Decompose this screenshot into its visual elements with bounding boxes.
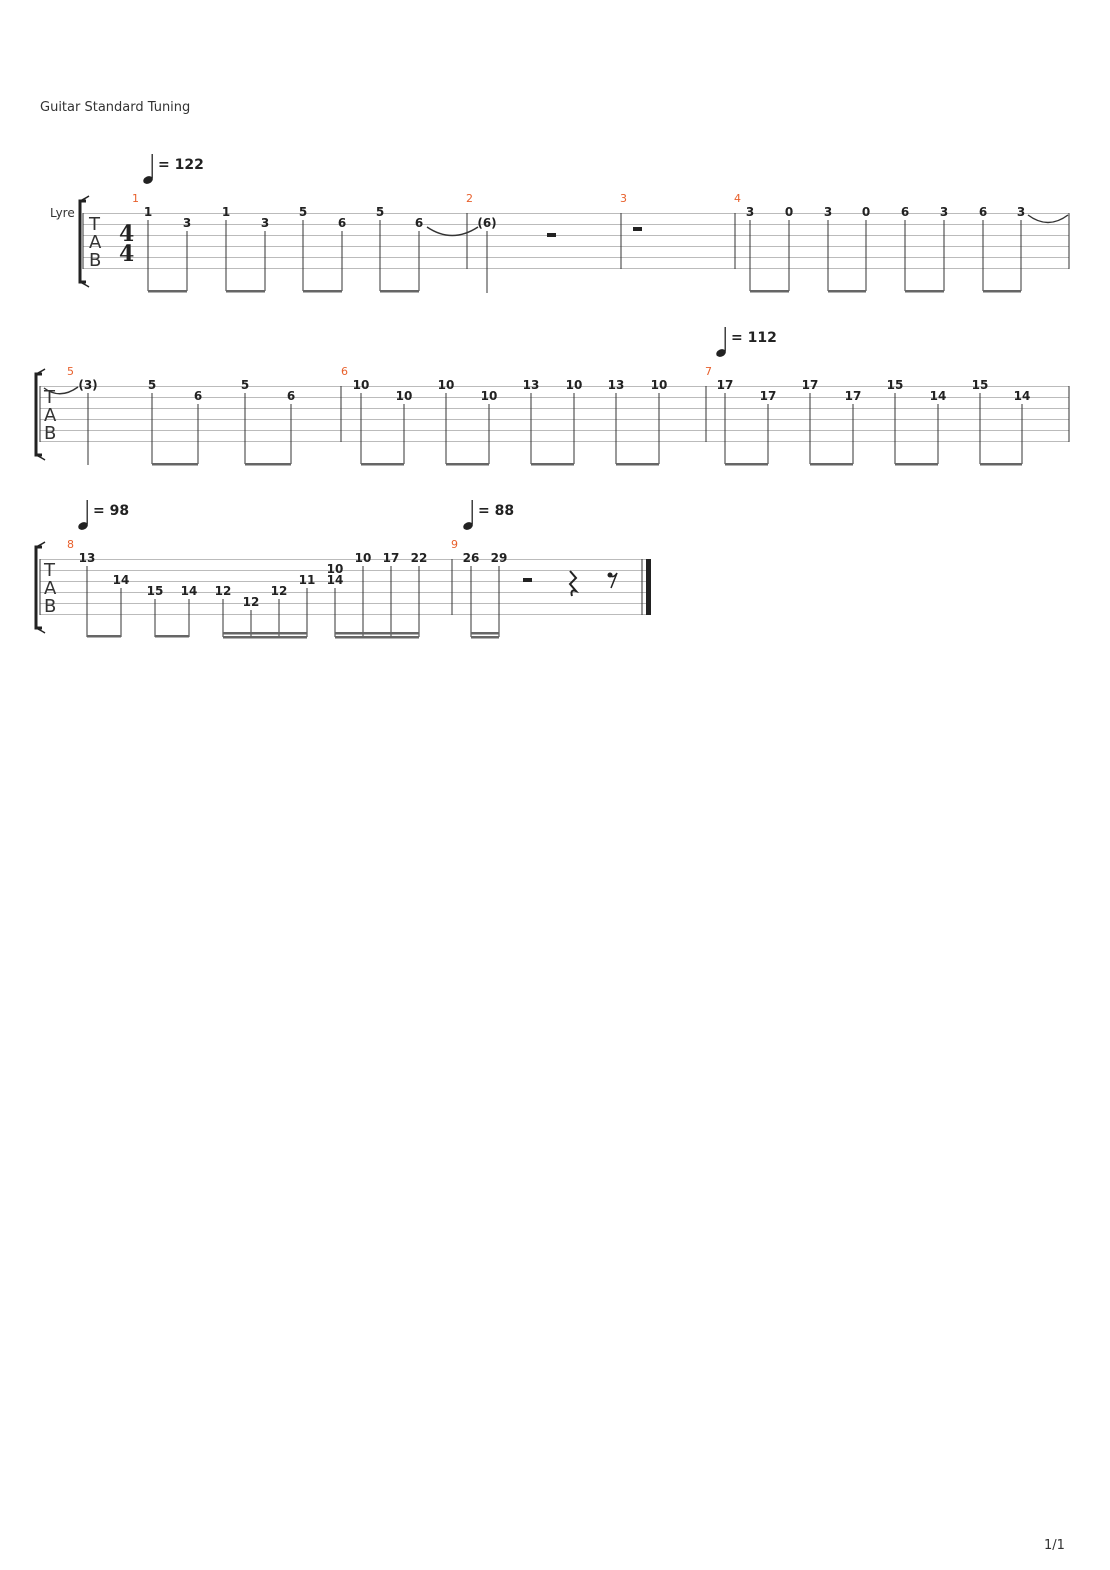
- fret-number: 0: [784, 205, 794, 219]
- fret-number: 6: [978, 205, 988, 219]
- measure-1: [144, 205, 423, 230]
- tab-letter-a: A: [44, 405, 57, 426]
- tab-letter-t: T: [44, 387, 55, 408]
- fret-number: 6: [193, 389, 203, 403]
- fret-number: 3: [823, 205, 833, 219]
- quarter-note-icon: [77, 500, 89, 531]
- tab-letter-a: A: [44, 578, 57, 599]
- note-stems: [725, 393, 1022, 464]
- fret-number: 0: [861, 205, 871, 219]
- fret-number: 14: [929, 389, 947, 403]
- fret-number: 3: [745, 205, 755, 219]
- measure-9: [463, 551, 508, 565]
- fret-number: 10: [395, 389, 413, 403]
- fret-number: 1: [143, 205, 153, 219]
- measure-number: 6: [341, 365, 348, 378]
- tab-letter-b: B: [44, 423, 57, 444]
- note-stems: [471, 566, 499, 637]
- fret-number: 6: [337, 216, 347, 230]
- fret-number: 6: [286, 389, 296, 403]
- fret-number: 15: [146, 584, 164, 598]
- page-number: 1/1: [1044, 1538, 1065, 1553]
- measure-number: 3: [620, 192, 627, 205]
- fret-number: 10: [354, 551, 372, 565]
- fret-number: 14: [180, 584, 198, 598]
- fret-number: 3: [1016, 205, 1026, 219]
- half-rest: [633, 227, 642, 231]
- beams: [361, 463, 659, 466]
- measure-number: 1: [132, 192, 139, 205]
- measure-5: [78, 378, 295, 403]
- note-stems: [750, 220, 1021, 291]
- eighth-rest: [608, 573, 618, 589]
- fret-number: 10: [437, 378, 455, 392]
- quarter-note-icon: [715, 327, 727, 358]
- measure-7: [717, 378, 1031, 403]
- half-rest: [547, 233, 556, 237]
- fret-number: 10: [565, 378, 583, 392]
- system-bracket: [80, 196, 89, 287]
- fret-number: 17: [716, 378, 734, 392]
- fret-number: 10: [480, 389, 498, 403]
- fret-number: 5: [298, 205, 308, 219]
- fret-number: 22: [410, 551, 428, 565]
- system-1: [50, 154, 1069, 293]
- time-sig-numerator: 4: [119, 221, 135, 247]
- beams: [148, 290, 419, 293]
- measure-6: [353, 378, 668, 403]
- fret-number: 6: [900, 205, 910, 219]
- final-barline-thick: [646, 559, 651, 615]
- fret-number: (3): [78, 378, 98, 392]
- note-stems: [361, 393, 659, 464]
- tab-letter-t: T: [89, 214, 100, 235]
- tempo-marking: = 98: [93, 503, 130, 519]
- quarter-note-icon: [142, 154, 154, 185]
- tab-letter-a: A: [89, 232, 102, 253]
- staff-lines: [40, 560, 651, 615]
- fret-number: 10: [650, 378, 668, 392]
- measure-number: 7: [705, 365, 712, 378]
- fret-number: 26: [462, 551, 480, 565]
- note-stems: [88, 393, 291, 465]
- fret-number: 15: [971, 378, 989, 392]
- fret-number: 6: [414, 216, 424, 230]
- beams: [152, 463, 291, 466]
- fret-number: 13: [78, 551, 96, 565]
- fret-number: 14: [326, 573, 344, 587]
- system-3: [36, 500, 651, 639]
- fret-number: 10: [352, 378, 370, 392]
- tie: [427, 227, 478, 236]
- instrument-name: Lyre: [50, 206, 75, 220]
- tab-letter-b: B: [89, 250, 102, 271]
- fret-number: 17: [759, 389, 777, 403]
- tempo-marking: = 112: [731, 330, 777, 346]
- fret-number: (6): [477, 216, 497, 230]
- note-stems: [148, 220, 487, 293]
- beams: [471, 632, 499, 639]
- measure-number: 9: [451, 538, 458, 551]
- fret-number: 17: [844, 389, 862, 403]
- tab-letter-b: B: [44, 596, 57, 617]
- time-sig-denominator: 4: [119, 241, 135, 267]
- measure-number: 8: [67, 538, 74, 551]
- fret-number: 12: [214, 584, 232, 598]
- fret-number: 3: [260, 216, 270, 230]
- fret-number: 1: [221, 205, 231, 219]
- fret-number: 14: [1013, 389, 1031, 403]
- half-rest: [523, 578, 532, 582]
- measure-number: 4: [734, 192, 741, 205]
- barlines: [83, 213, 1069, 269]
- tempo-marking: = 122: [158, 157, 204, 173]
- beams: [725, 463, 1022, 466]
- fret-number: 12: [242, 595, 260, 609]
- fret-number: 5: [375, 205, 385, 219]
- beams: [87, 632, 419, 639]
- fret-number: 11: [298, 573, 316, 587]
- fret-number: 5: [240, 378, 250, 392]
- fret-number: 29: [490, 551, 508, 565]
- tuning-label: Guitar Standard Tuning: [40, 100, 191, 115]
- fret-number: 17: [382, 551, 400, 565]
- fret-number: 12: [270, 584, 288, 598]
- staff-lines: [83, 214, 1069, 269]
- fret-number: 17: [801, 378, 819, 392]
- system-2: [36, 327, 1069, 466]
- fret-number: 13: [607, 378, 625, 392]
- tie: [1028, 215, 1068, 223]
- measure-number: 5: [67, 365, 74, 378]
- quarter-note-icon: [462, 500, 474, 531]
- tempo-marking: = 88: [478, 503, 515, 519]
- fret-number: 3: [182, 216, 192, 230]
- fret-number: 13: [522, 378, 540, 392]
- fret-number: 10: [326, 562, 344, 576]
- measure-number: 2: [466, 192, 473, 205]
- measure-4: [746, 205, 1025, 219]
- fret-number: 15: [886, 378, 904, 392]
- fret-number: 5: [147, 378, 157, 392]
- tab-letter-t: T: [44, 560, 55, 581]
- fret-number: 14: [112, 573, 130, 587]
- fret-number: 3: [939, 205, 949, 219]
- beams: [750, 290, 1021, 293]
